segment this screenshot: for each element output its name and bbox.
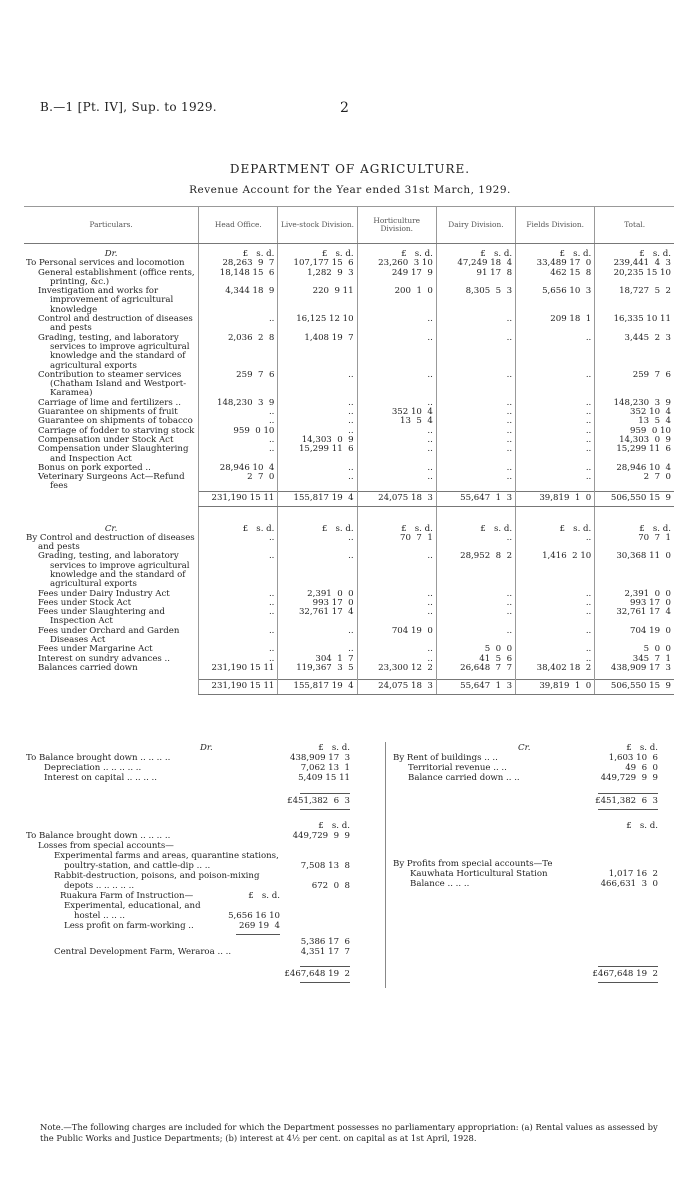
credit-row-value: .. [278,552,357,589]
credit-row-value: 41 5 6 [436,655,515,664]
credit-row-value: .. [516,655,595,664]
debit-row-value: .. [516,427,595,436]
debit-row-value: .. [357,371,436,399]
total-cell: 231,190 15 11 [199,680,278,694]
debit-row-value: 2 7 0 [595,473,674,492]
total-cell: 39,819 1 0 [516,680,595,694]
debit-row-value: .. [436,334,515,371]
account2-profits-amount: 1,017 16 2 [608,869,658,879]
rule [300,809,350,810]
debit-row-label: Grading, testing, and laboratory services to improve agricultural knowledge and the standard of agricultural exports [38,332,190,371]
credit-row-value: 26,648 7 7 [436,664,515,673]
page-number: 2 [340,100,349,116]
currency-cell: £ s. d. [278,250,357,259]
debit-row-value: 1,408 19 7 [278,334,357,371]
account2-profits-label: By Profits from special accounts—Te [393,859,553,869]
debit-row-value: 15,299 11 6 [595,445,674,464]
rule [598,982,658,983]
credit-row-value: 5 0 0 [595,645,674,654]
account1-right-amount: 1,603 10 6 [608,753,658,763]
debit-row-value: .. [357,464,436,473]
credit-row-label: By Control and destruction of diseases and pests [26,532,195,553]
credit-row-value: 304 1 7 [278,655,357,664]
debit-row-label: General establishment (office rents, printing, &c.) [38,267,195,287]
credit-row-value: 119,367 3 5 [278,664,357,673]
account2-rabbit-amount: 672 0 8 [311,881,350,891]
debit-row-value: 16,125 12 10 [278,315,357,334]
account1-left-label: Interest on capital .. .. .. .. [44,773,157,783]
debit-row-label: Bonus on pork exported .. [38,462,151,473]
credit-row-value: 1,416 2 10 [516,552,595,589]
account2-ruakura-label: Ruakura Farm of Instruction— [60,891,194,901]
debit-row-label: Veterinary Surgeons Act—Refund fees [38,472,185,492]
debit-row-label: Guarantee on shipments of tobacco [38,416,193,427]
credit-row-value: .. [199,627,278,646]
debit-row-value: .. [516,473,595,492]
debit-row-value: .. [436,473,515,492]
account2-experimental-amount: 7,508 13 8 [300,861,350,871]
currency-cell: £ s. d. [357,250,436,259]
account2-balance-label: To Balance brought down .. .. .. .. [26,831,171,841]
account1-left-amount: 5,409 15 11 [298,773,350,783]
account2-experimental-label: Experimental farms and areas, quarantine stations, [54,851,279,861]
debit-row-value: 3,445 2 3 [595,334,674,371]
currency-cell: £ s. d. [436,250,515,259]
credit-row-value: 38,402 18 2 [516,664,595,673]
account1-right-total: £451,382 6 3 [595,796,658,806]
debit-row-value: .. [516,408,595,417]
credit-row-label: Fees under Dairy Industry Act [38,588,170,599]
credit-row-label: Fees under Margarine Act [38,644,153,655]
debit-row-label: Carriage of lime and fertilizers .. [38,397,181,408]
debit-row-label: Investigation and works for improvement of agricultural knowledge [38,286,174,315]
currency-cell: £ s. d. [595,525,674,534]
column-header: Particulars. [24,207,199,244]
debit-row-value: 4,344 18 9 [199,287,278,315]
credit-row-value: .. [516,627,595,646]
debit-row-value: .. [516,417,595,426]
debit-row-value: .. [516,371,595,399]
total-cell: 39,819 1 0 [516,492,595,506]
credit-row-value: .. [357,552,436,589]
debit-row-value: .. [516,399,595,408]
credit-heading: Cr. [104,523,118,534]
debit-row-label: Compensation under Stock Act [38,434,174,445]
account2-hostel-amount: 5,656 16 10 [228,911,280,921]
currency-cell: £ s. d. [516,525,595,534]
debit-row-value: 209 18 1 [516,315,595,334]
credit-row-value: .. [357,655,436,664]
debit-row-value: 352 10 4 [595,408,674,417]
debit-row-value: 20,235 15 10 [595,269,674,288]
debit-row-value: 16,335 10 11 [595,315,674,334]
total-cell: 155,817 19 4 [278,492,357,506]
account2-right-balance-amount: 466,631 3 0 [600,879,658,889]
total-cell: 506,550 15 9 [595,492,674,506]
credit-row-value: 231,190 15 11 [199,664,278,673]
debit-row-value: .. [357,399,436,408]
currency-cell: £ s. d. [248,891,280,901]
credit-row-value: 993 17 0 [595,599,674,608]
total-cell: 24,075 18 3 [357,680,436,694]
debit-row-label: Contribution to steamer services (Chatham Island and Westport-Karamea) [38,369,187,399]
credit-row-value: .. [357,590,436,599]
debit-row-value: 8,305 5 3 [436,287,515,315]
credit-row-value: 70 7 1 [357,534,436,553]
credit-row-value: .. [278,645,357,654]
credit-row-value: .. [516,599,595,608]
debit-row-value: 259 7 6 [595,371,674,399]
credit-row-value: .. [436,627,515,646]
debit-row-value: 28,946 10 4 [199,464,278,473]
debit-row-value: 2 7 0 [199,473,278,492]
debit-row-label: Compensation under Slaughtering and Inspection Act [38,444,189,464]
account2-hostel-label: hostel .. .. .. [74,911,125,921]
credit-row-value: .. [436,599,515,608]
debit-row-label: To Personal services and locomotion [26,258,185,269]
credit-row-value: .. [199,645,278,654]
debit-row-value: .. [436,464,515,473]
debit-row-value: .. [357,445,436,464]
total-cell: 24,075 18 3 [357,492,436,506]
page-subtitle: Revenue Account for the Year ended 31st March, 1929. [189,184,511,196]
credit-row-value: 70 7 1 [595,534,674,553]
column-header: Horticulture Division. [357,207,436,244]
debit-row-value: .. [436,417,515,426]
debit-row-value: 2,036 2 8 [199,334,278,371]
account1-left-total: £451,382 6 3 [287,796,350,806]
debit-row-value: 13 5 4 [357,417,436,426]
debit-row-value: .. [199,417,278,426]
currency-cell: £ s. d. [626,821,658,831]
debit-row-value: .. [516,445,595,464]
rule [300,982,350,983]
account2-central-amount: 4,351 17 7 [300,947,350,957]
rule [598,809,658,810]
debit-row-value: .. [516,334,595,371]
account2-hostel-label: Experimental, educational, and [64,901,201,911]
divider [385,820,386,988]
debit-row-value: .. [278,464,357,473]
currency-cell: £ s. d. [516,250,595,259]
account2-rabbit-label: Rabbit-destruction, poisons, and poison-mixing [54,871,260,881]
account2-profit-amount: 269 19 4 [238,921,280,931]
debit-row-value: .. [357,427,436,436]
credit-row-value: 704 19 0 [357,627,436,646]
account2-balance-amount: 449,729 9 9 [292,831,350,841]
debit-row-value: 959 0 10 [199,427,278,436]
debit-row-value: 28,946 10 4 [595,464,674,473]
account1-cr-heading: Cr. [518,743,531,753]
account1-right-label: By Rent of buildings .. .. [393,753,498,763]
credit-row-value: 23,300 12 2 [357,664,436,673]
credit-row-value: .. [199,655,278,664]
currency-cell: £ s. d. [199,525,278,534]
column-header: Total. [595,207,674,244]
debit-row-value: 5,656 10 3 [516,287,595,315]
credit-row-label: Fees under Stock Act [38,597,132,608]
account2-experimental-label: poultry-station, and cattle-dip .. .. [64,861,211,871]
total-cell: 55,647 1 3 [436,492,515,506]
debit-row-value: .. [278,473,357,492]
debit-row-value: .. [357,315,436,334]
account2-right-balance-label: Balance .. .. .. [410,879,470,889]
account1-right-amount: 449,729 9 9 [600,773,658,783]
debit-row-value: .. [436,427,515,436]
credit-row-value: .. [199,608,278,627]
account1-left-amount: 438,909 17 3 [290,753,351,763]
credit-row-value: 2,391 0 0 [595,590,674,599]
debit-row-value: 1,282 9 3 [278,269,357,288]
currency-cell: £ s. d. [357,525,436,534]
document-reference: B.—1 [Pt. IV], Sup. to 1929. [40,100,217,114]
debit-row-value: 14,303 0 9 [595,436,674,445]
account1-left-label: Depreciation .. .. .. .. .. [44,763,142,773]
credit-row-value: 2,391 0 0 [278,590,357,599]
credit-row-value: .. [199,552,278,589]
currency-cell: £ s. d. [318,743,350,753]
column-header: Fields Division. [516,207,595,244]
debit-row-value: 462 15 8 [516,269,595,288]
debit-heading: Dr. [104,249,118,259]
debit-row-value: 200 1 0 [357,287,436,315]
debit-row-value: .. [357,473,436,492]
debit-row-value: .. [278,371,357,399]
total-cell: 506,550 15 9 [595,680,674,694]
credit-row-value: .. [516,534,595,553]
currency-cell: £ s. d. [626,743,658,753]
account2-ruakura-net: 5,386 17 6 [300,937,350,947]
credit-row-value: .. [278,627,357,646]
column-header: Head Office. [199,207,278,244]
debit-row-value: 959 0 10 [595,427,674,436]
debit-row-value: 15,299 11 6 [278,445,357,464]
debit-row-value: .. [436,371,515,399]
debit-row-label: Guarantee on shipments of fruit [38,407,178,418]
debit-row-value: .. [436,399,515,408]
debit-row-value: 220 9 11 [278,287,357,315]
total-cell: 231,190 15 11 [199,492,278,506]
debit-row-value: 23,260 3 10 [357,259,436,268]
credit-row-label: Grading, testing, and laboratory services to improve agricultural knowledge and the standard of agricultural exports [38,551,190,590]
debit-row-value: 33,489 17 0 [516,259,595,268]
debit-row-value: .. [357,334,436,371]
credit-row-value: .. [516,608,595,627]
credit-row-label: Interest on sundry advances .. [38,653,171,664]
credit-row-value: .. [357,608,436,627]
debit-row-value: .. [436,315,515,334]
credit-row-value: 32,761 17 4 [278,608,357,627]
currency-cell: £ s. d. [199,250,278,259]
currency-cell: £ s. d. [436,525,515,534]
credit-row-value: .. [436,534,515,553]
rule [236,934,280,935]
account1-left-label: To Balance brought down .. .. .. .. [26,753,171,763]
credit-row-value: .. [436,608,515,627]
debit-row-value: 148,230 3 9 [595,399,674,408]
debit-row-value: 47,249 18 4 [436,259,515,268]
currency-cell: £ s. d. [595,250,674,259]
account1-right-label: Territorial revenue .. .. [408,763,507,773]
credit-row-value: .. [278,534,357,553]
debit-row-value: 107,177 15 6 [278,259,357,268]
credit-row-value: 438,909 17 3 [595,664,674,673]
debit-row-value: .. [199,436,278,445]
credit-row-value: 993 17 0 [278,599,357,608]
credit-row-value: 5 0 0 [436,645,515,654]
debit-row-value: 148,230 3 9 [199,399,278,408]
rule [300,793,350,794]
account2-rabbit-label: depots .. .. .. .. .. [64,881,135,891]
credit-row-value: .. [357,599,436,608]
debit-row-value: 239,441 4 3 [595,259,674,268]
debit-row-value: .. [278,399,357,408]
footnote: Note.—The following charges are included for which the Department possesses no parliamentary appropriation: (a) Rental values as assessed by the Public Works and Justice Departments; (b) interest at 4½ per cent. on capital as at 1st April, 1928. [40,1122,658,1143]
credit-row-value: .. [199,599,278,608]
credit-row-label: Fees under Slaughtering and Inspection Act [38,607,165,627]
credit-row-value: .. [357,645,436,654]
debit-row-value: .. [436,408,515,417]
total-cell: 55,647 1 3 [436,680,515,694]
credit-row-value: .. [516,590,595,599]
debit-row-value: 18,727 5 2 [595,287,674,315]
debit-row-value: 249 17 9 [357,269,436,288]
debit-row-value: .. [357,436,436,445]
total-cell: 155,817 19 4 [278,680,357,694]
debit-row-value: .. [278,417,357,426]
debit-row-value: 13 5 4 [595,417,674,426]
debit-row-value: .. [199,445,278,464]
credit-row-value: 345 7 1 [595,655,674,664]
account2-profit-label: Less profit on farm-working .. [64,921,194,931]
credit-row-value: .. [199,590,278,599]
account2-left-total: £467,648 19 2 [284,969,350,979]
debit-row-value: 18,148 15 6 [199,269,278,288]
debit-row-value: 352 10 4 [357,408,436,417]
credit-row-value: .. [516,645,595,654]
debit-row-value: .. [436,445,515,464]
credit-row-value: .. [199,534,278,553]
account1-dr-heading: Dr. [200,743,213,753]
debit-row-value: 14,303 0 9 [278,436,357,445]
currency-cell: £ s. d. [318,821,350,831]
account1-right-label: Balance carried down .. .. [408,773,520,783]
debit-row-value: 91 17 8 [436,269,515,288]
account2-losses-label: Losses from special accounts— [38,841,174,851]
debit-row-value: .. [278,408,357,417]
debit-row-value: 259 7 6 [199,371,278,399]
credit-row-value: 30,368 11 0 [595,552,674,589]
credit-row-value: 704 19 0 [595,627,674,646]
debit-row-value: .. [278,427,357,436]
page-title: DEPARTMENT OF AGRICULTURE. [229,162,471,176]
account1-left-amount: 7,062 13 1 [300,763,350,773]
credit-row-value: 28,952 8 2 [436,552,515,589]
credit-row-value: 32,761 17 4 [595,608,674,627]
credit-row-label: Fees under Orchard and Garden Diseases Act [38,625,180,646]
debit-row-value: .. [516,464,595,473]
column-header: Live-stock Division. [278,207,357,244]
debit-row-value: 28,263 9 7 [199,259,278,268]
account2-central-label: Central Development Farm, Weraroa .. .. [54,947,232,957]
rule [598,793,658,794]
currency-cell: £ s. d. [278,525,357,534]
debit-row-label: Carriage of fodder to starving stock [38,425,195,436]
debit-row-label: Control and destruction of diseases and pests [38,314,193,334]
credit-row-value: .. [436,590,515,599]
debit-row-value: .. [199,315,278,334]
account2-profits-label: Kauwhata Horticultural Station [410,869,548,879]
account1-right-amount: 49 6 0 [625,763,658,773]
debit-row-value: .. [436,436,515,445]
debit-row-value: .. [199,408,278,417]
credit-row-label: Balances carried down [38,662,138,673]
debit-row-value: .. [516,436,595,445]
column-header: Dairy Division. [436,207,515,244]
rule [300,966,350,967]
rule [598,966,658,967]
account2-right-total: £467,648 19 2 [592,969,658,979]
